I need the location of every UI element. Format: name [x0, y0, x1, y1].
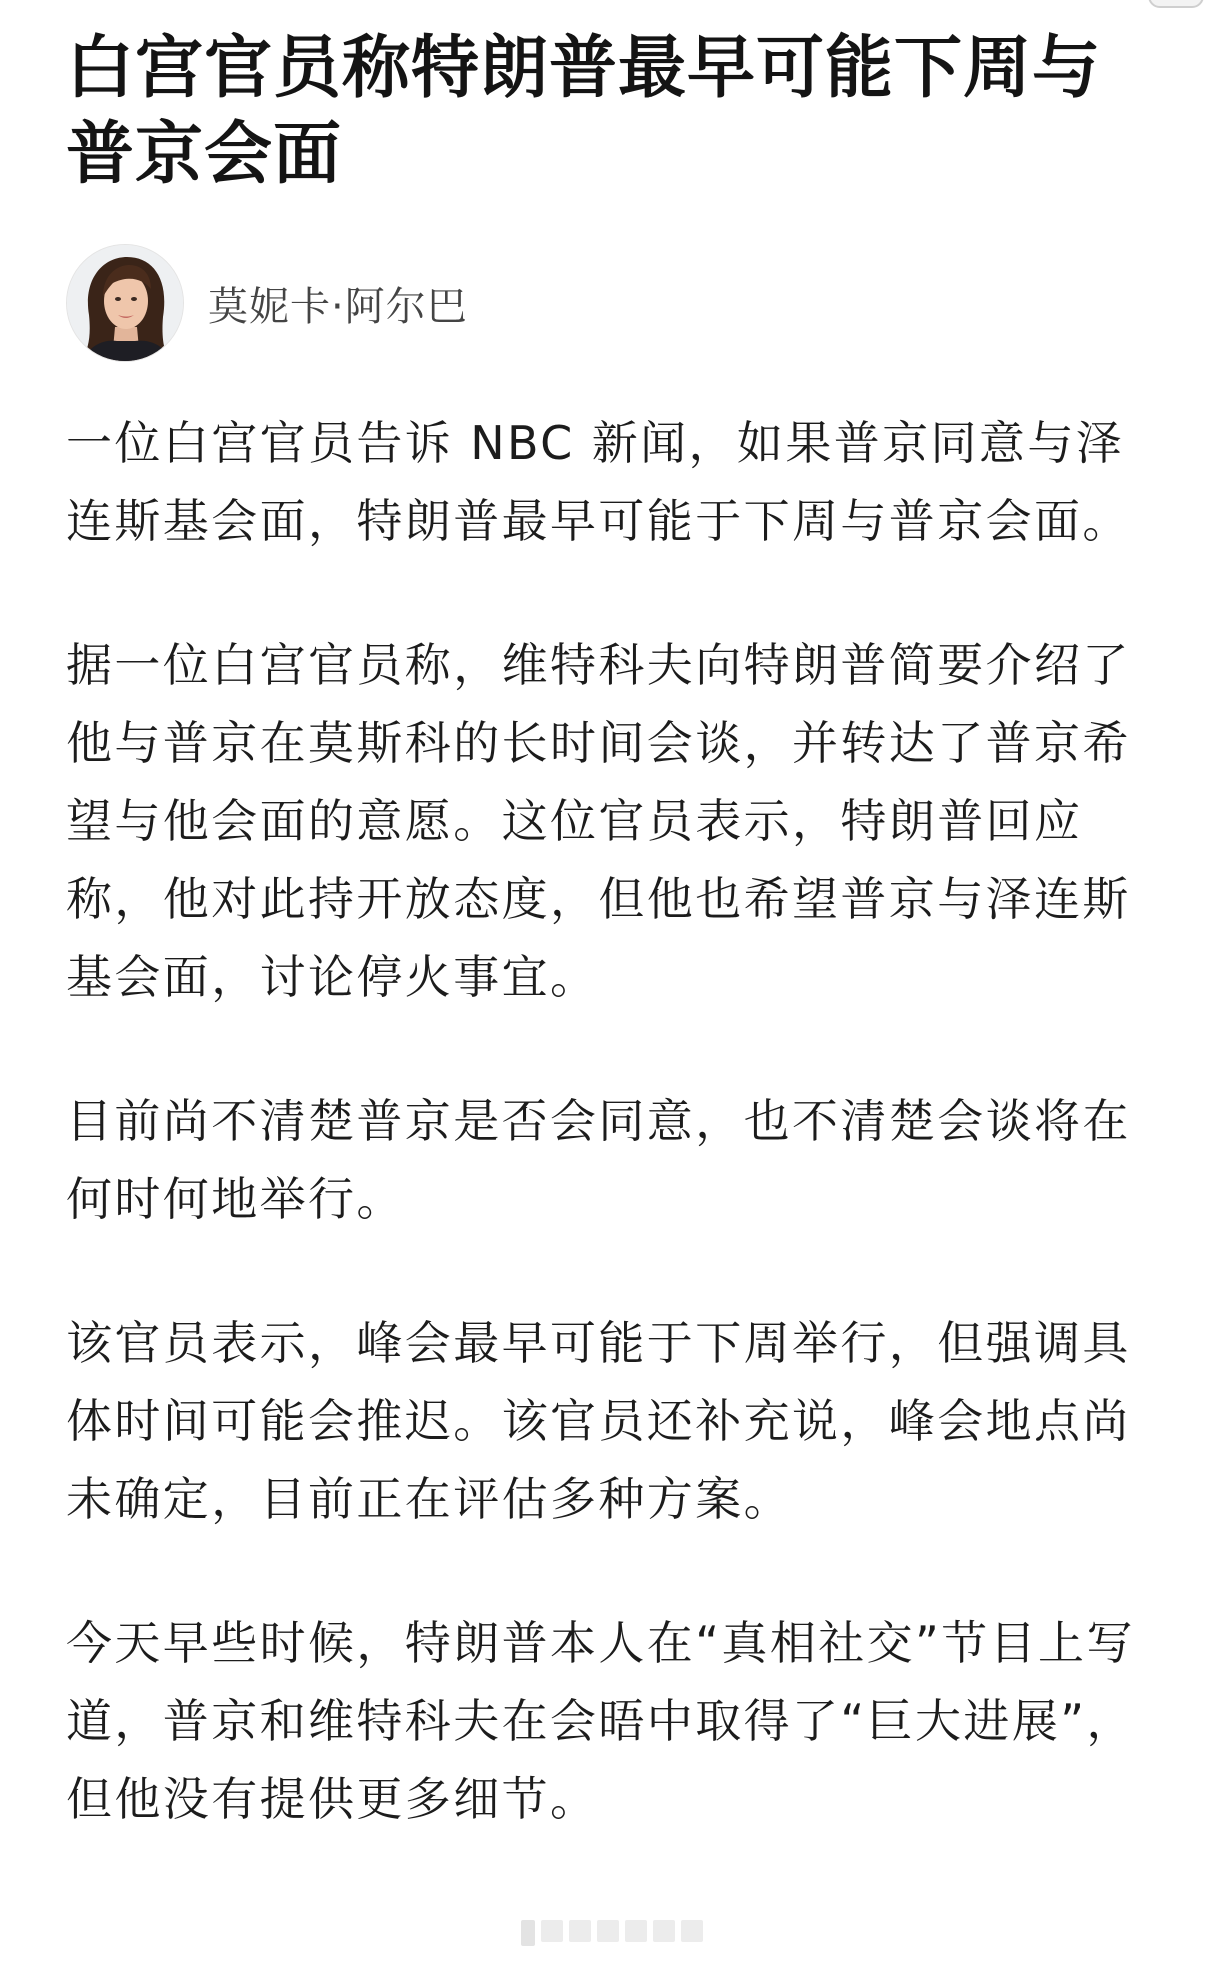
article-body [66, 404, 1162, 1904]
placeholder-block [625, 1920, 647, 1942]
article-paragraph: 今天早些时候，特朗普本人在“真相社交”节目上写道，普京和维特科夫在会晤中取得了“巨大进展”，但他没有提供更多细节。 [66, 1616, 1135, 1826]
placeholder-block [541, 1920, 563, 1942]
article-paragraph: 目前尚不清楚普京是否会同意，也不清楚会谈将在何时何地举行。 [66, 1094, 1131, 1226]
author-row[interactable] [66, 244, 468, 362]
placeholder-block [653, 1920, 675, 1942]
article-title: 白宫官员称特朗普最早可能下周与普京会面 [66, 29, 1102, 194]
placeholder-block [521, 1920, 535, 1946]
placeholder-block [569, 1920, 591, 1942]
bottom-placeholder-bar [0, 1920, 1224, 1965]
article-paragraph: 据一位白宫官员称，维特科夫向特朗普简要介绍了他与普京在莫斯科的长时间会谈，并转达了普京希望与他会面的意愿。这位官员表示，特朗普回应称，他对此持开放态度，但他也希望普京与泽连斯基会面，讨论停火事宜。 [66, 638, 1131, 1004]
author-avatar[interactable] [66, 244, 184, 362]
author-name[interactable]: 莫妮卡·阿尔巴 [208, 283, 468, 330]
avatar-portrait [67, 245, 183, 361]
article-paragraph: 该官员表示，峰会最早可能于下周举行，但强调具体时间可能会推迟。该官员还补充说，峰会地点尚未确定，目前正在评估多种方案。 [66, 1316, 1131, 1526]
placeholder-block [597, 1920, 619, 1942]
article-paragraph: 一位白宫官员告诉 NBC 新闻，如果普京同意与泽连斯基会面，特朗普最早可能于下周与普京会面。 [66, 416, 1131, 548]
placeholder-block [681, 1920, 703, 1942]
top-corner-control[interactable] [1148, 0, 1204, 8]
